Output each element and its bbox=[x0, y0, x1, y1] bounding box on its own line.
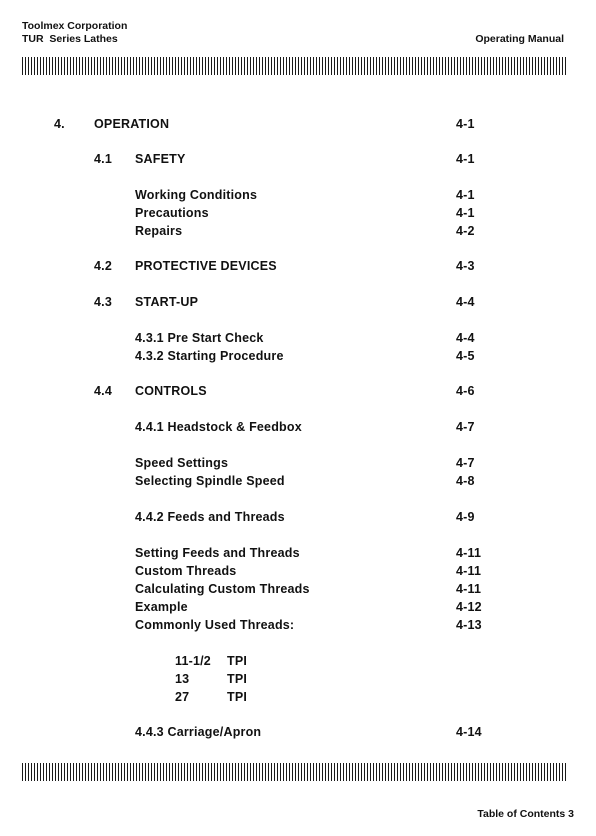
toc-section-number: 4.3 bbox=[94, 295, 112, 309]
toc-entry-title: Setting Feeds and Threads bbox=[135, 546, 300, 560]
tpi-unit: TPI bbox=[227, 654, 248, 668]
toc-entry-title: Example bbox=[135, 600, 188, 614]
toc-page-number: 4-3 bbox=[456, 259, 475, 273]
tpi-unit: TPI bbox=[227, 672, 248, 686]
toc-entry-title: Repairs bbox=[135, 224, 183, 238]
toc-entry-title: Selecting Spindle Speed bbox=[135, 474, 285, 488]
tpi-value: 27 bbox=[175, 690, 190, 704]
toc-section-number: 4.2 bbox=[94, 259, 112, 273]
toc-entry-title: Calculating Custom Threads bbox=[135, 582, 310, 596]
toc-page-number: 4-4 bbox=[456, 331, 475, 345]
company-name: Toolmex Corporation bbox=[22, 20, 128, 32]
toc-page-number: 4-7 bbox=[456, 456, 475, 470]
toc-entry-title: 4.3.1 Pre Start Check bbox=[135, 331, 264, 345]
toc-page-number: 4-12 bbox=[456, 600, 482, 614]
toc-page-number: 4-1 bbox=[456, 152, 475, 166]
bottom-rule-bar bbox=[22, 763, 568, 781]
toc-page-number: 4-6 bbox=[456, 384, 475, 398]
toc-entry-title: Speed Settings bbox=[135, 456, 229, 470]
toc-page-number: 4-1 bbox=[456, 188, 475, 202]
toc-section-title: CONTROLS bbox=[135, 384, 207, 398]
toc-page-number: 4-11 bbox=[456, 564, 482, 578]
toc-entry-title: 4.4.3 Carriage/Apron bbox=[135, 725, 262, 739]
toc-chapter-number: 4. bbox=[54, 117, 65, 131]
toc-entry-title: 4.3.2 Starting Procedure bbox=[135, 349, 284, 363]
toc-entry-title: Precautions bbox=[135, 206, 209, 220]
manual-title: Operating Manual bbox=[475, 33, 564, 45]
toc-page-number: 4-5 bbox=[456, 349, 475, 363]
toc-page-number: 4-13 bbox=[456, 618, 482, 632]
tpi-value: 13 bbox=[175, 672, 190, 686]
page-footer: Table of Contents 3 bbox=[477, 808, 574, 820]
toc-section-title: SAFETY bbox=[135, 152, 186, 166]
toc-section-number: 4.4 bbox=[94, 384, 112, 398]
tpi-value: 11-1/2 bbox=[175, 654, 211, 668]
tpi-unit: TPI bbox=[227, 690, 248, 704]
toc-entry-title: Custom Threads bbox=[135, 564, 237, 578]
toc-page-number: 4-2 bbox=[456, 224, 475, 238]
toc-page-number: 4-7 bbox=[456, 420, 475, 434]
series-name: TUR Series Lathes bbox=[22, 33, 118, 45]
toc-page-number: 4-9 bbox=[456, 510, 475, 524]
toc-section-number: 4.1 bbox=[94, 152, 112, 166]
toc-page-number: 4-4 bbox=[456, 295, 475, 309]
toc-page-number: 4-1 bbox=[456, 117, 475, 131]
toc-page-number: 4-11 bbox=[456, 582, 482, 596]
toc-entry-title: 4.4.1 Headstock & Feedbox bbox=[135, 420, 302, 434]
toc-entry-title: Working Conditions bbox=[135, 188, 258, 202]
toc-entry-title: Commonly Used Threads: bbox=[135, 618, 295, 632]
toc-page-number: 4-1 bbox=[456, 206, 475, 220]
toc-section-title: START-UP bbox=[135, 295, 199, 309]
toc-page-number: 4-11 bbox=[456, 546, 482, 560]
toc-entry-title: 4.4.2 Feeds and Threads bbox=[135, 510, 285, 524]
toc-page-number: 4-8 bbox=[456, 474, 475, 488]
toc-page-number: 4-14 bbox=[456, 725, 482, 739]
toc-chapter-title: OPERATION bbox=[94, 117, 170, 131]
toc-section-title: PROTECTIVE DEVICES bbox=[135, 259, 277, 273]
